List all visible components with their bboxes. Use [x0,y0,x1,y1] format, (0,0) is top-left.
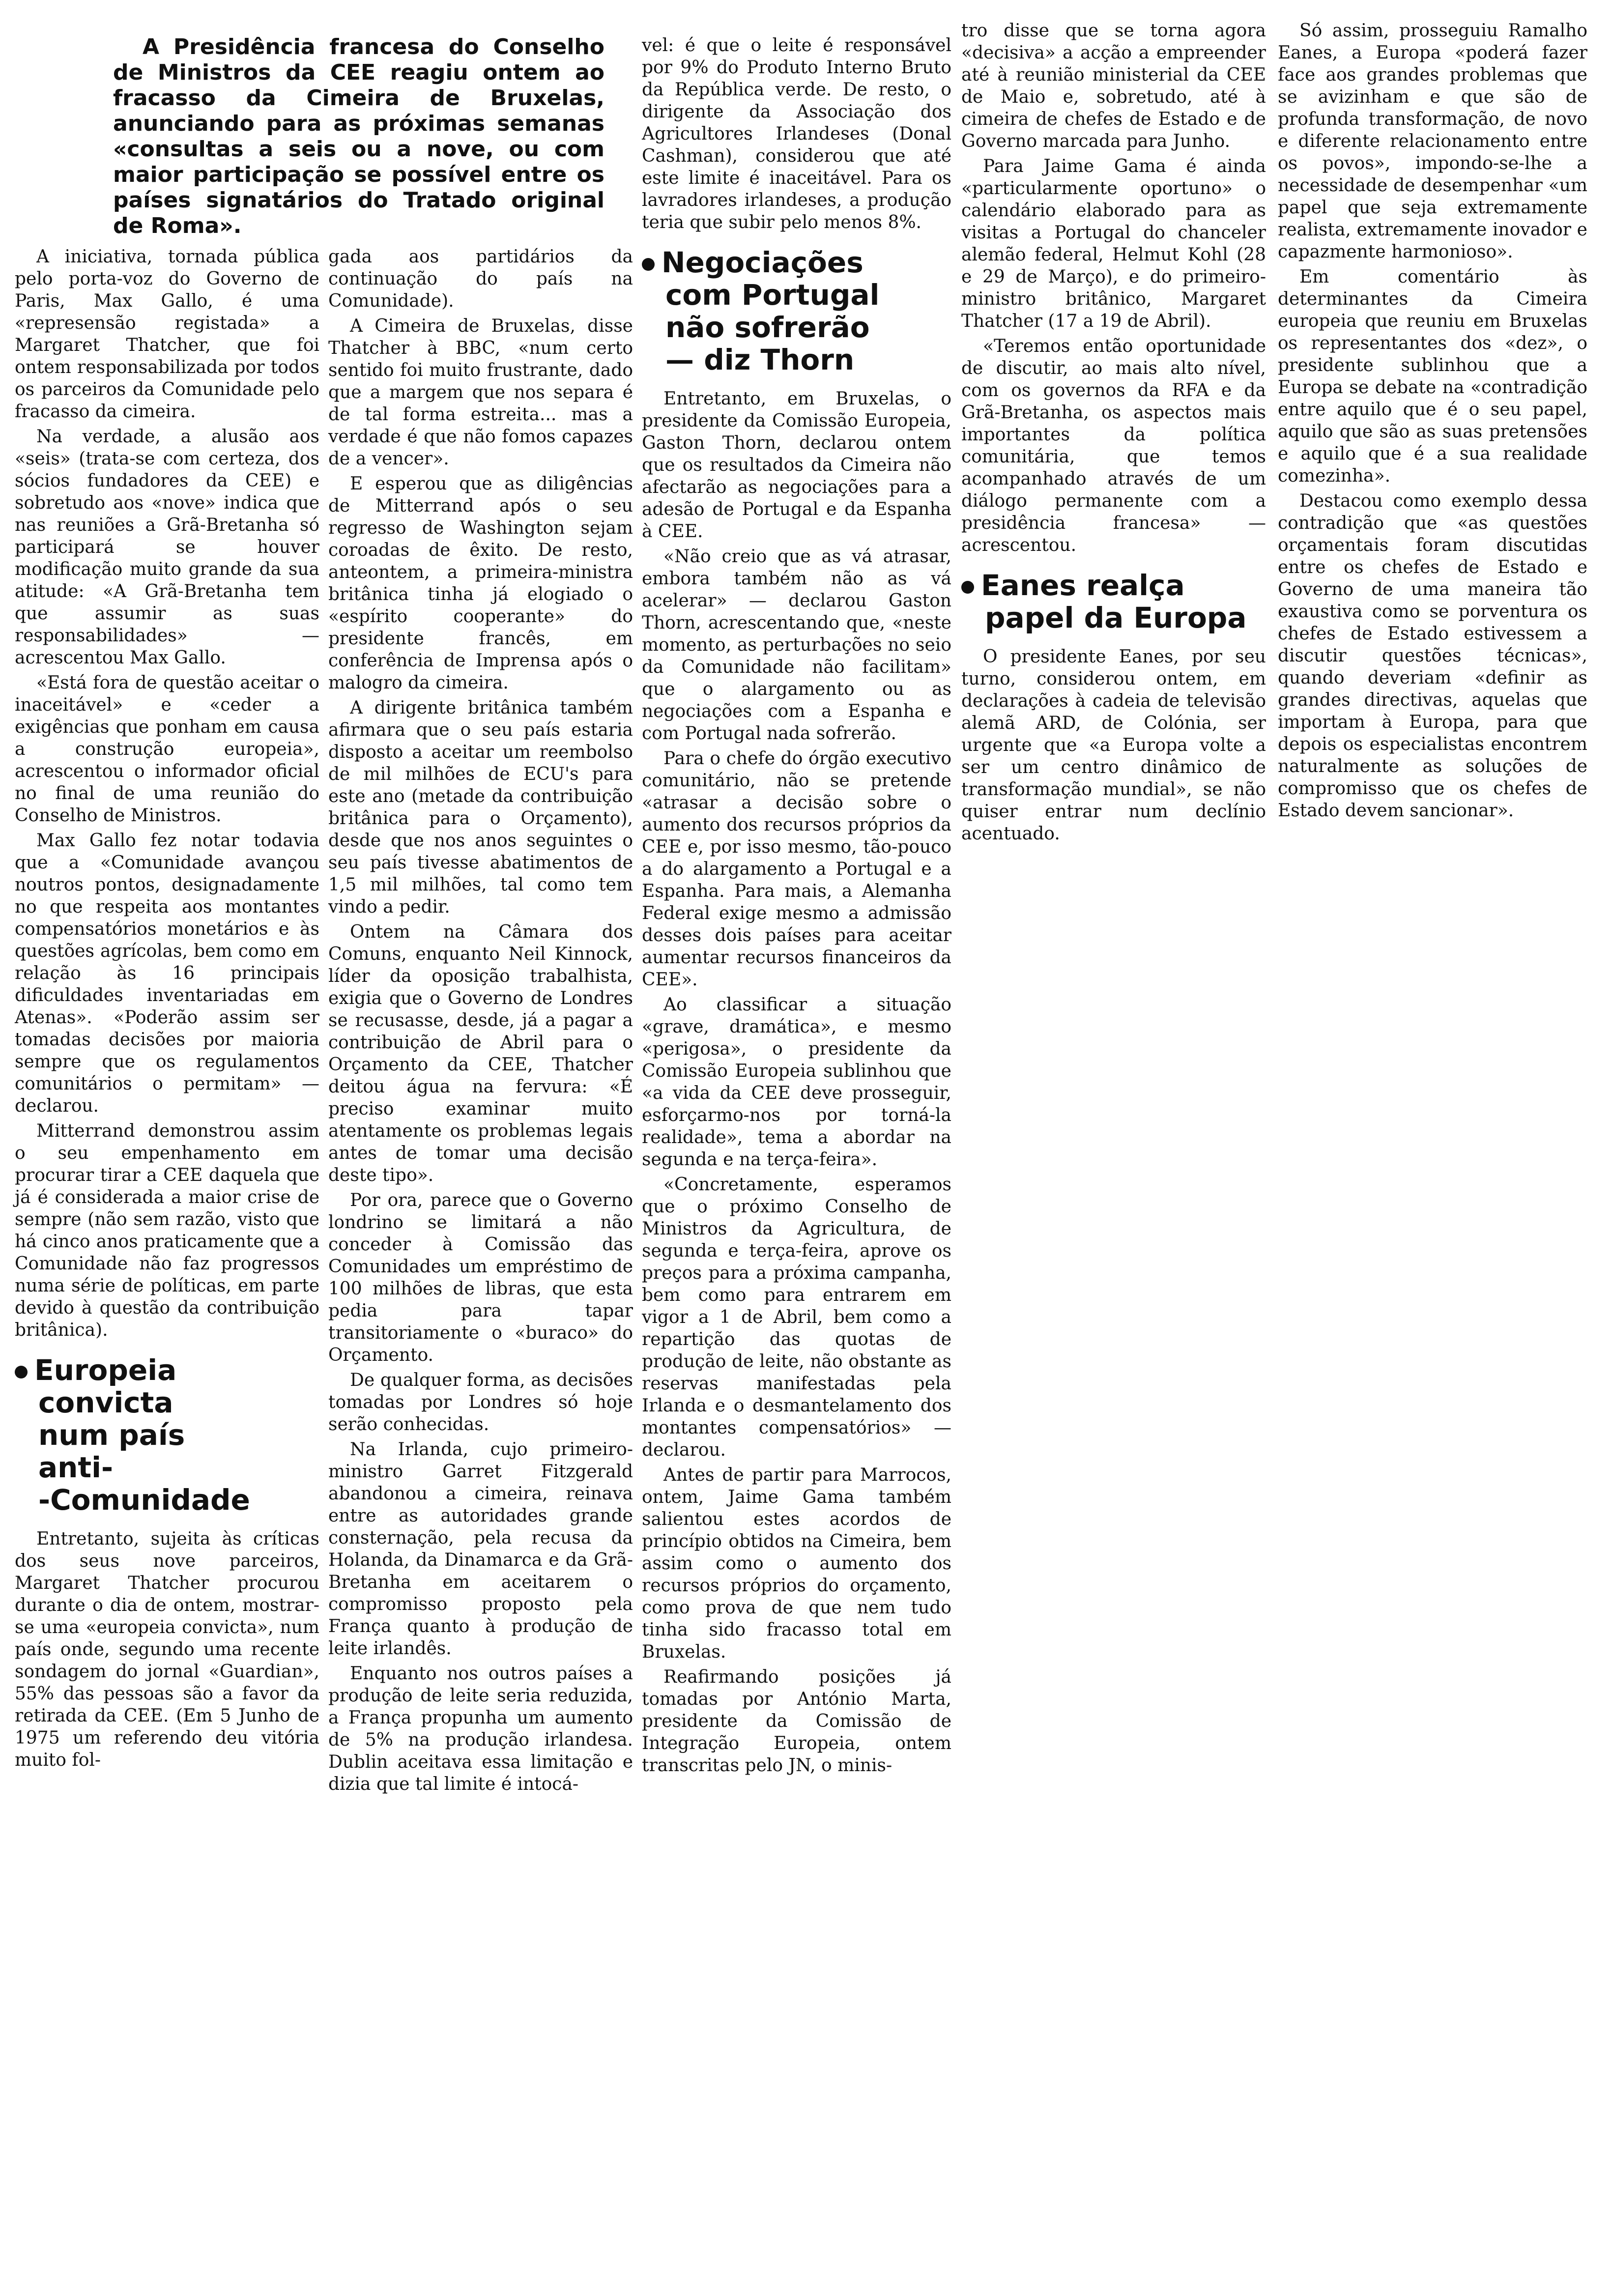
column-1 [15,246,319,1774]
subheading-line: Negociações [662,246,864,279]
subheading-line: papel da Europa [985,601,1247,634]
article-paragraph: tro disse que se torna agora «decisiva» a acção a empreender até à reunião ministerial da CEE de Maio e, sobretudo, até à cimeira de chefes de Estado e de Governo marcada para Junho. [961,21,1266,151]
subheading-line: Eanes realça [981,569,1185,602]
subheading-line: -Comunidade [38,1483,250,1517]
bullet-icon [15,1366,28,1378]
article-paragraph: gada aos partidários da continuação do país na Comunidade). [328,247,633,311]
article-paragraph: Ontem na Câmara dos Comuns, enquanto Neil Kinnock, líder da oposição trabalhista, exigia que o Governo de Londres se recusasse, desde, já a pagar a contribuição de Abril para o Orçamento da CEE, Thatcher deitou água na fervura: «É preciso examinar muito atentamente os problemas legais antes de tomar uma decisão deste tipo». [328,922,633,1185]
article-paragraph: Em comentário às determinantes da Cimeira europeia que reuniu em Bruxelas os representantes dos «dez», o presidente sublinhou que a Europa se debate na «contradição entre aquilo que é o seu papel, aquilo que são as suas pretensões e aquilo que é a sua realidade comezinha». [1278,267,1587,486]
subheading-line: anti- [38,1451,114,1484]
article-paragraph: A dirigente britânica também afirmara que o seu país estaria disposto a aceitar um reembolso de mil milhões de ECU's para este ano (metade da contribuição britânica para o Orçamento), desde que nos anos seguintes o seu país tivesse abatimentos de 1,5 mil milhões, tal como tem vindo a pedir. [328,698,633,917]
article-paragraph: «Não creio que as vá atrasar, embora também não as vá acelerar» — declarou Gaston Thorn, acrescentando que, «neste momento, as perturbações no seio da Comunidade não facilitam» que o alargamento ou as negociações com a Espanha e com Portugal nada sofrerão. [642,546,951,744]
article-paragraph: Para o chefe do órgão executivo comunitário, não se pretende «atrasar a decisão sobre o aumento dos recursos próprios da CEE e, por isso mesmo, tão-pouco a do alargamento a Portugal e a Espanha. Para mais, a Alemanha Federal exige mesmo a admissão desses dois países para aceitar aumentar recursos financeiros da CEE». [642,748,951,990]
article-paragraph: Mitterrand demonstrou assim o seu empenhamento em procurar tirar a CEE daquela que já é considerada a maior crise de sempre (não sem razão, visto que há cinco anos praticamente que a Comunidade não faz progressos numa série de políticas, em parte devido à questão da contribuição britânica). [15,1121,319,1340]
subheading-europeia-convicta [15,1354,319,1516]
bullet-icon [642,258,655,271]
subheading-negociacoes [642,246,951,376]
article-paragraph: Ao classificar a situação «grave, dramática», e mesmo «perigosa», o presidente da Comissão Europeia sublinhou que «a vida da CEE deve prosseguir, esforçarmo-nos por torná-la realidade», tema a abordar na segunda e na terça-feira». [642,995,951,1170]
article-paragraph: Reafirmando posições já tomadas por António Marta, presidente da Comissão de Integração Europeia, ontem transcritas pelo JN, o minis- [642,1667,951,1776]
article-paragraph: O presidente Eanes, por seu turno, considerou ontem, em declarações à cadeia de televisão alemã ARD, de Colónia, ser urgente que «a Europa volte a ser um centro dinâmico de transformação mundial», se não quiser entrar num declínio acentuado. [961,647,1266,844]
article-paragraph: Por ora, parece que o Governo londrino se limitará a não conceder à Comissão das Comunidades um empréstimo de 100 milhões de libras, que esta pedia para tapar transitoriamente o «buraco» do Orçamento. [328,1190,633,1365]
article-paragraph: Só assim, prosseguiu Ramalho Eanes, a Europa «poderá fazer face aos grandes problemas que se avizinham e que são de profunda transformação, de novo e diferente relacionamento entre os povos», impondo-se-lhe a necessidade de desempenhar «um papel que seja extremamente realista, extremamente inovador e capazmente harmonioso». [1278,21,1587,262]
article-paragraph: A iniciativa, tornada pública pelo porta-voz do Governo de Paris, Max Gallo, é uma «represensão registada» a Margaret Thatcher, que foi ontem responsabilizada por todos os parceiros da Comunidade pelo fracasso da cimeira. [15,247,319,422]
article-paragraph: Max Gallo fez notar todavia que a «Comunidade avançou noutros pontos, designadamente no que respeita aos montantes compensatórios monetários e às questões agrícolas, bem como em relação às 16 principais dificuldades inventariadas em Atenas». «Poderão assim ser tomadas decisões por maioria sempre que os regulamentos comunitários o permitam» — declarou. [15,831,319,1116]
column-5 [1278,20,1587,825]
article-paragraph: De qualquer forma, as decisões tomadas por Londres só hoje serão conhecidas. [328,1370,633,1435]
article-paragraph: Destacou como exemplo dessa contradição que «as questões orçamentais foram discutidas entre os chefes de Estado e Governo de uma maneira tão exaustiva como se porventura os chefes de Estado estivessem a discutir questões técnicas», quando deveriam «definir as grandes directivas, aquelas que importam à Europa, para que depois os especialistas encontrem naturalmente as soluções de compromisso que os chefes de Estado devem sancionar». [1278,491,1587,821]
lead-paragraph: A Presidência francesa do Conselho de Ministros da CEE reagiu ontem ao fracasso da Cimeira de Bruxelas, anunciando para as próximas semanas «consultas a seis ou a nove, ou com maior participação se possível entre os países signatários do Tratado original de Roma». [113,34,604,238]
subheading-line: convicta [38,1386,173,1419]
bullet-icon [961,581,974,594]
article-paragraph: «Teremos então oportunidade de discutir, ao mais alto nível, com os governos da RFA e da Grã-Bretanha, os aspectos mais importantes da política comunitária, que temos acompanhado através de um diálogo permanente com a presidência francesa» — acrescentou. [961,336,1266,555]
subheading-line: — diz Thorn [665,343,855,376]
article-paragraph: Na verdade, a alusão aos «seis» (trata-se com certeza, dos sócios fundadores da CEE) e sobretudo aos «nove» indica que nas reuniões a Grã-Bretanha só participará se houver modificação muito grande da sua atitude: «A Grã-Bretanha tem que assumir as suas responsabilidades» — acrescentou Max Gallo. [15,427,319,668]
subheading-line: com Portugal [665,278,880,312]
subheading-line: não sofrerão [665,311,870,344]
article-paragraph: A Cimeira de Bruxelas, disse Thatcher à BBC, «num certo sentido foi muito frustrante, dado que a margem que nos separa é de tal forma estreita... mas a verdade é que não fomos capazes de a vencer». [328,316,633,469]
article-paragraph: Antes de partir para Marrocos, ontem, Jaime Gama também salientou estes acordos de princípio obtidos na Cimeira, bem assim como o aumento dos recursos próprios do orçamento, como prova de que nem tudo tinha sido fracasso total em Bruxelas. [642,1465,951,1662]
column-3 [642,34,951,1779]
column-4 [961,20,1266,848]
article-paragraph: E esperou que as diligências de Mitterrand após o seu regresso de Washington sejam coroadas de êxito. De resto, anteontem, a primeira-ministra britânica tinha já elogiado o «espírito cooperante» do presidente francês, em conferência de Imprensa após o malogro da cimeira. [328,474,633,693]
subheading-eanes [961,569,1266,634]
article-paragraph: Para Jaime Gama é ainda «particularmente oportuno» o calendário elaborado para as visitas a Portugal do chanceler alemão federal, Helmut Kohl (28 e 29 de Março), e do primeiro-ministro britânico, Margaret Thatcher (17 a 19 de Abril). [961,156,1266,331]
article-paragraph: Entretanto, sujeita às críticas dos seus nove parceiros, Margaret Thatcher procurou durante o dia de ontem, mostrar-se uma «europeia convicta», num país onde, segundo uma recente sondagem do jornal «Guardian», 55% das pessoas são a favor da retirada da CEE. (Em 5 Junho de 1975 um referendo deu vitória muito fol- [15,1529,319,1770]
article-paragraph: «Concretamente, esperamos que o próximo Conselho de Ministros da Agricultura, de segunda e terça-feira, aprove os preços para a próxima campanha, bem como para entrarem em vigor a 1 de Abril, bem como a repartição das quotas de produção de leite, não obstante as reservas manifestadas pela Irlanda e o desmantelamento dos montantes compensatórios» — declarou. [642,1175,951,1460]
article-paragraph: Na Irlanda, cujo primeiro-ministro Garret Fitzgerald abandonou a cimeira, reinava entre as autoridades grande consternação, pela recusa da Holanda, da Dinamarca e da Grã-Bretanha em aceitarem o compromisso proposto pela França quanto à produção de leite irlandês. [328,1439,633,1659]
article-paragraph: Entretanto, em Bruxelas, o presidente da Comissão Europeia, Gaston Thorn, declarou ontem que os resultados da Cimeira não afectarão as negociações para a adesão de Portugal e da Espanha à CEE. [642,389,951,542]
subheading-line: Europeia [34,1353,177,1387]
article-paragraph: vel: é que o leite é responsável por 9% do Produto Interno Bruto da República verde. De resto, o dirigente da Associação dos Agricultores Irlandeses (Donal Cashman), considerou que até este limite é inaceitável. Para os lavradores irlandeses, a produção teria que subir pelo menos 8%. [642,35,951,232]
subheading-line: num país [38,1418,185,1452]
column-2 [328,246,633,1798]
article-paragraph: «Está fora de questão aceitar o inaceitável» e «ceder a exigências que ponham em causa a construção europeia», acrescentou o informador oficial no final de uma reunião do Conselho de Ministros. [15,673,319,826]
article-paragraph: Enquanto nos outros países a produção de leite seria reduzida, a França propunha um aumento de 5% na produção irlandesa. Dublin aceitava essa limitação e dizia que tal limite é intocá- [328,1664,633,1794]
